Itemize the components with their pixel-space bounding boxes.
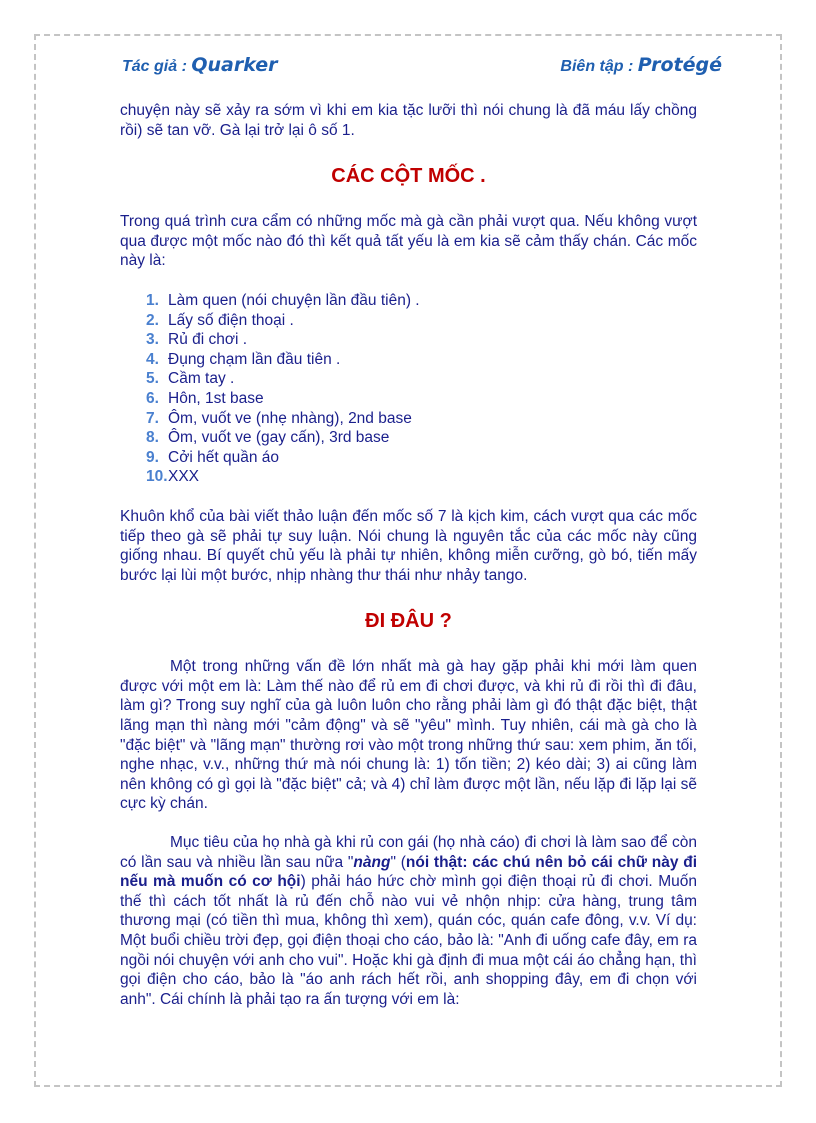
list-item bbox=[146, 409, 697, 429]
list-item-number: 2. bbox=[146, 311, 159, 329]
list-item bbox=[146, 330, 697, 350]
list-item-number: 10. bbox=[146, 468, 168, 486]
list-item-number: 9. bbox=[146, 448, 159, 466]
author-credit bbox=[122, 54, 277, 76]
paragraph-text: " ( bbox=[390, 853, 406, 871]
paragraph-text: ) phải háo hức chờ mình gọi điện thoại rủ đi chơi. Muốn thế thì cách tốt nhất là rủ đến chỗ nào vui vẻ nhộn nhịp: cửa hàng, trung tâm thương mại (có tiền thì mua, không thì xem), quán cóc, quán cafe đông, v.v. Ví dụ: Một buổi chiều trời đẹp, gọi điện thoại cho cáo, bảo là: "Anh đi uống cafe đây, em ra ngồi nói chuyện với anh cho vui". Hoặc khi gà định đi mua một cái áo chẳng hạn, thì gọi điện cho cáo, bảo là "áo anh rách hết rồi, anh shopping đây, em đi chọn với anh". Cái chính là phải tạo ra ấn tượng với em là: bbox=[120, 873, 697, 1008]
list-item bbox=[146, 350, 697, 370]
paragraph-text: Mục tiêu của họ nhà gà khi rủ con gái (họ nhà cáo) đi chơi là làm sao để còn có lần sau và nhiều lần sau nữa " bbox=[120, 834, 697, 871]
where-to-go-paragraph-2 bbox=[120, 833, 697, 1009]
list-item-number: 8. bbox=[146, 429, 159, 447]
list-item-text: Cởi hết quần áo bbox=[168, 448, 279, 466]
list-item-text: Hôn, 1st base bbox=[168, 389, 264, 407]
list-item bbox=[146, 369, 697, 389]
list-item bbox=[146, 389, 697, 409]
list-item-number: 1. bbox=[146, 291, 159, 309]
bold-aside: nói thật: các chú nên bỏ cái chữ này đi nếu mà muốn có cơ hội bbox=[120, 853, 697, 891]
document-body bbox=[120, 101, 697, 1009]
list-item-text: XXX bbox=[168, 468, 200, 486]
list-item bbox=[146, 467, 697, 487]
editor-name: Protégé bbox=[637, 54, 722, 76]
where-to-go-paragraph-1: Một trong những vấn đề lớn nhất mà gà hay gặp phải khi mới làm quen được với một em là: Làm thế nào để rủ em đi chơi được, và khi rủ đi rồi thì đi đâu, làm gì? Trong suy nghĩ của gà luôn luôn cho rằng phải làm gì đó thật đặc biệt, thật lãng mạn thì nàng mới "cảm động" và sẽ "yêu" mình. Tuy nhiên, cái mà gà cho là "đặc biệt" và "lãng mạn" thường rơi vào một trong những thứ sau: xem phim, ăn tối, nghe nhạc, v.v., những thứ mà nói chung là: 1) tốn tiền; 2) kéo dài; 3) ai cũng làm nên không có gì gọi là "đặc biệt" cả; và 4) chỉ làm được một lần, nếu lặp đi lặp lại sẽ cực kỳ chán. bbox=[120, 658, 697, 813]
list-item bbox=[146, 448, 697, 468]
list-item-text: Lấy số điện thoại . bbox=[168, 311, 294, 329]
list-item-text: Làm quen (nói chuyện lần đầu tiên) . bbox=[168, 291, 420, 309]
author-label: Tác giả : bbox=[122, 58, 187, 75]
list-item-text: Cầm tay . bbox=[168, 370, 235, 388]
list-item bbox=[146, 311, 697, 331]
milestones-intro-paragraph: Trong quá trình cưa cẩm có những mốc mà gà cần phải vượt qua. Nếu không vượt qua được một mốc nào đó thì kết quả tất yếu là em kia sẽ cảm thấy chán. Các mốc này là: bbox=[120, 213, 697, 270]
editor-label: Biên tập : bbox=[560, 58, 634, 75]
list-item-text: Ôm, vuốt ve (nhẹ nhàng), 2nd base bbox=[168, 409, 412, 427]
section-title-where-to-go: ĐI ĐÂU ? bbox=[365, 610, 452, 633]
intro-paragraph: chuyện này sẽ xảy ra sớm vì khi em kia tặc lưỡi thì nói chung là đã máu lấy chồng rồi) sẽ tan vỡ. Gà lại trở lại ô số 1. bbox=[120, 102, 697, 139]
emphasis-nang: nàng bbox=[353, 853, 391, 871]
list-item-number: 5. bbox=[146, 370, 159, 388]
author-name: Quarker bbox=[191, 54, 278, 76]
list-item-number: 4. bbox=[146, 350, 159, 368]
milestones-list bbox=[120, 291, 697, 487]
list-item-text: Ôm, vuốt ve (gay cấn), 3rd base bbox=[168, 429, 390, 447]
list-item-number: 3. bbox=[146, 331, 159, 349]
editor-credit bbox=[560, 54, 722, 76]
list-item bbox=[146, 291, 697, 311]
list-item-number: 6. bbox=[146, 389, 159, 407]
milestones-closing-paragraph: Khuôn khổ của bài viết thảo luận đến mốc số 7 là kịch kim, cách vượt qua các mốc tiếp theo gà sẽ phải tự suy luận. Nói chung là nguyên tắc của các mốc này cũng giống nhau. Bí quyết chủ yếu là phải tự nhiên, không miễn cưỡng, gò bó, tiến mấy bước lại lùi một bước, nhịp nhàng thư thái như nhảy tango. bbox=[120, 507, 697, 584]
list-item-number: 7. bbox=[146, 409, 159, 427]
page-header bbox=[122, 54, 722, 76]
section-title-milestones: CÁC CỘT MỐC . bbox=[331, 165, 486, 188]
list-item-text: Đụng chạm lần đầu tiên . bbox=[168, 350, 341, 368]
list-item bbox=[146, 428, 697, 448]
list-item-text: Rủ đi chơi . bbox=[168, 331, 248, 349]
